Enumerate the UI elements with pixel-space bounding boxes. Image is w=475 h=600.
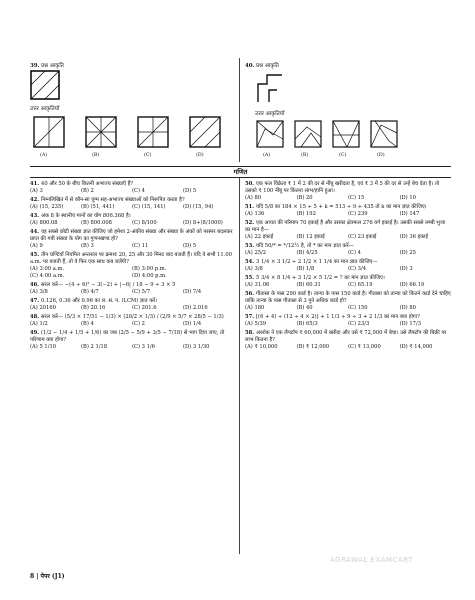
- q40-header: [245, 61, 279, 69]
- option-d[interactable]: (D) 8+(8/1000): [183, 219, 223, 226]
- question-text: 5 3/4 × 8 1/4 + 3 1/2 × 5 1/2 = ? का मान ज्ञात कीजिए।: [256, 274, 385, 281]
- options: [245, 234, 451, 241]
- option-b[interactable]: (B) 60.31: [296, 281, 321, 288]
- options: [30, 220, 234, 227]
- option-c[interactable]: (C) 150: [348, 304, 368, 311]
- question-text: 40 और 50 के बीच कितनी अभाज्य संख्याएँ हैं?: [41, 181, 134, 187]
- q39-header: [30, 61, 64, 69]
- option-d[interactable]: (D) 5: [183, 242, 197, 249]
- option-b[interactable]: (B) 1/8: [296, 265, 315, 272]
- watermark: AGRAWAL EXAMCART: [330, 556, 413, 564]
- options: [245, 305, 451, 312]
- option-a[interactable]: (A) (15, 235): [30, 203, 64, 210]
- options: [245, 344, 451, 351]
- option-a[interactable]: (A) 3: [30, 187, 43, 194]
- question-text: एक आयत की परिमाप 70 इकाई है और उसका क्षेत्रफल 276 वर्ग इकाई है। उसकी सबसे लम्बी भुजा का मान है—: [245, 219, 446, 233]
- q39-label-b: (B): [92, 153, 100, 158]
- q40-label-a: (A): [263, 153, 271, 158]
- question-text: वह सबसे छोटी संख्या ज्ञात कीजिए जो हमेशा 2-अंकीय संख्या और संख्या के अंकों को परस्पर बदलकर प्राप्त की गयी संख्या के योग का गुणनखण्ड हो?: [30, 229, 233, 242]
- options: [245, 266, 451, 273]
- option-d[interactable]: (D) ₹ 14,000: [399, 343, 433, 350]
- option-b[interactable]: (B) 2: [81, 187, 94, 194]
- option-d[interactable]: (D) 1/4: [183, 320, 202, 327]
- q40-label-d: (D): [377, 153, 385, 158]
- option-b[interactable]: (B) 2 1/18: [81, 343, 108, 350]
- option-d[interactable]: (D) 7/4: [183, 288, 202, 295]
- option-a[interactable]: (A) 5 1/10: [30, 343, 57, 350]
- option-d[interactable]: (D) 4:00 p.m.: [132, 272, 167, 279]
- option-b[interactable]: (B) 20.16: [81, 304, 106, 311]
- question-number: 48.: [30, 313, 40, 320]
- option-a[interactable]: (A) 5/39: [245, 320, 267, 327]
- option-c[interactable]: (C) 4:00 a.m.: [30, 272, 65, 279]
- option-b[interactable]: (B) 3: [81, 242, 94, 249]
- question-number: 42.: [30, 197, 40, 203]
- options: [245, 211, 451, 218]
- option-d[interactable]: (D) 66.19: [399, 281, 425, 288]
- options: [30, 321, 234, 328]
- option-d[interactable]: (D) (15, 94): [183, 203, 214, 210]
- option-a[interactable]: (A) 20160: [30, 304, 56, 311]
- option-b[interactable]: (B) ₹ 12,000: [296, 343, 330, 350]
- option-c[interactable]: (C) 23 इकाई: [348, 233, 377, 240]
- question-number: 46.: [30, 281, 40, 288]
- question-44: [30, 229, 234, 250]
- section-title-maths: गणित: [30, 166, 451, 178]
- option-a[interactable]: (A) 3/8: [30, 288, 48, 295]
- question-text: अरशेक ने एक लैपटॉप ₹ 60,000 में खरीदा और उसे ₹ 72,000 में बेचा। उसे लैपटॉप की बिक्री पर लाभ कितना है?: [245, 329, 447, 343]
- option-d[interactable]: (D) 3 1/30: [183, 343, 210, 350]
- question-text: 0.126, 0.36 और 0.96 का ल. स. प. (LCM) ज्ञात करें।: [41, 297, 158, 304]
- question-52: [245, 220, 451, 241]
- option-a[interactable]: (A) 136: [245, 210, 265, 217]
- question-number: 51.: [245, 203, 255, 210]
- question-number: 41.: [30, 181, 40, 187]
- options: [30, 305, 234, 312]
- question-text: गीतासा के पास 290 कार्ड है। तान्या के पास 150 कार्ड है। गीतासा को तान्या को कितने कार्ड देने चाहिए ताकि तान्या के पास गीतासा से 3 गुने अधिक कार्ड हो?: [245, 290, 451, 304]
- option-b[interactable]: (B) 65/3: [296, 320, 318, 327]
- question-number: 45.: [30, 251, 40, 258]
- option-a[interactable]: (A) 800.08: [30, 219, 58, 226]
- options: [245, 321, 451, 328]
- q40-question-figure: [255, 72, 285, 106]
- option-d[interactable]: (D) 80: [399, 304, 416, 311]
- question-48: [30, 314, 234, 328]
- q39-number: 39.: [30, 63, 40, 69]
- option-c[interactable]: (C) 8/100: [132, 219, 157, 226]
- option-c[interactable]: (C) 3 1/6: [132, 343, 155, 350]
- question-text: [(6 + 4) ÷ (12 ÷ 4 × 2)] + 1 1/3 ÷ 9 ÷ 3 + 2 1/3 का मान क्या होगा?: [256, 313, 420, 320]
- option-a[interactable]: (A) ₹ 10,000: [245, 343, 278, 350]
- q40-number: 40.: [245, 63, 255, 69]
- options: [245, 195, 451, 202]
- question-number: 43.: [30, 213, 40, 219]
- q39-label-a: (A): [40, 153, 48, 158]
- option-a[interactable]: (A) 80: [245, 194, 262, 201]
- question-49: [30, 330, 234, 351]
- question-text: (1/2 − 1/4 + 1/5 + 1/6) का जब (2/5 − 5/9 + 3/5 − 7/18) से भाग दिया जाए, तो परिणाम क्या होगा?: [30, 329, 225, 343]
- option-c[interactable]: (C) (15, 141): [132, 203, 166, 210]
- question-text: एक फल विक्रेता ₹ 1 में 2 की दर से नींबू खरीदता है, एवं ₹ 3 में 5 की दर से उन्हें बेच देता है। तो उसको ₹ 100 नींबू पर कितना लाभ/हानि हुआ।: [245, 181, 440, 194]
- option-d[interactable]: (D) 17/3: [399, 320, 422, 327]
- options: [30, 243, 234, 250]
- option-b[interactable]: (B) 192: [296, 210, 316, 217]
- option-c[interactable]: (C) 5/7: [132, 288, 151, 295]
- option-d[interactable]: (D) 2.016: [183, 304, 208, 311]
- question-41: [30, 181, 234, 195]
- question-number: 58.: [245, 329, 255, 336]
- options: [30, 344, 234, 351]
- question-55: [245, 275, 451, 289]
- question-text: यदि 50/* = */12½ है, तो * का मान ज्ञात करें—: [256, 242, 354, 249]
- option-b[interactable]: (B) 12 इकाई: [296, 233, 325, 240]
- question-text: निम्नलिखित में से कौन-सा युग्म सह-अभाज्य संख्याओं को निरूपित करता है?: [41, 197, 185, 203]
- question-53: [245, 243, 451, 257]
- question-45: [30, 252, 234, 280]
- question-number: 50.: [245, 181, 255, 187]
- q40-title: प्रश्न आकृति: [256, 63, 279, 69]
- option-a[interactable]: (A) 1/2: [30, 320, 48, 327]
- q40-label-b: (B): [301, 153, 309, 158]
- option-c[interactable]: (C) 15: [348, 194, 365, 201]
- question-42: [30, 197, 234, 211]
- option-b[interactable]: (B) (51, 441): [81, 203, 115, 210]
- option-c[interactable]: (C) 239: [348, 210, 368, 217]
- q40-label-c: (C): [339, 153, 347, 158]
- question-text: अंक 8 के स्थानीय मानों का योग 806.368 है।: [41, 213, 131, 219]
- option-d[interactable]: (D) 10: [399, 194, 416, 201]
- option-c[interactable]: (C) 3/4: [348, 265, 367, 272]
- column-divider: [239, 178, 240, 554]
- question-46: [30, 282, 234, 296]
- option-b[interactable]: (B) 4: [81, 320, 94, 327]
- option-b[interactable]: (B) 20: [296, 194, 313, 201]
- options: [245, 282, 451, 289]
- option-b[interactable]: (B) 3:00 p.m.: [132, 265, 167, 272]
- question-number: 49.: [30, 329, 40, 336]
- options: [30, 204, 234, 211]
- option-b[interactable]: (B) 40: [296, 304, 313, 311]
- left-question-column: [30, 181, 234, 353]
- q39-answer-figures: [30, 115, 230, 151]
- option-c[interactable]: (C) 4: [132, 187, 145, 194]
- question-50: [245, 181, 451, 202]
- option-c[interactable]: (C) 4: [348, 249, 361, 256]
- question-number: 44.: [30, 229, 40, 235]
- right-question-column: [245, 181, 451, 353]
- q39-title: प्रश्न आकृति: [41, 63, 64, 69]
- question-47: [30, 298, 234, 312]
- option-d[interactable]: (D) 3: [399, 265, 413, 272]
- option-b[interactable]: (B) 4/7: [81, 288, 99, 295]
- option-a[interactable]: (A) 31.06: [245, 281, 270, 288]
- question-58: [245, 330, 451, 351]
- option-a[interactable]: (A) 180: [245, 304, 265, 311]
- q39-answer-title: उत्तर आकृतियाँ: [30, 106, 60, 112]
- column-divider-top: [239, 58, 240, 162]
- q39-label-c: (C): [144, 153, 152, 158]
- question-text: तीन घण्टियाँ नियमित अन्तराल पर क्रमशः 20, 25 और 30 मिनट बाद बजती हैं। यदि वे सभी 11.00 a.m. पर बजती हैं, तो वे फिर एक साथ कब बजेंगी?: [30, 251, 232, 265]
- question-number: 47.: [30, 297, 40, 304]
- options: [30, 289, 234, 296]
- option-b[interactable]: (B) 4/25: [296, 249, 318, 256]
- question-43: [30, 213, 234, 227]
- q39-label-d: (D): [196, 153, 204, 158]
- question-56: [245, 291, 451, 312]
- option-d[interactable]: (D) 147: [399, 210, 420, 217]
- q40-answer-figures: [255, 119, 405, 151]
- option-a[interactable]: (A) 22 इकाई: [245, 233, 274, 240]
- option-a[interactable]: (A) 3/8: [245, 265, 263, 272]
- question-57: [245, 314, 451, 328]
- option-d[interactable]: (D) 36 इकाई: [399, 233, 429, 240]
- option-a[interactable]: (A) 9: [30, 242, 43, 249]
- option-c[interactable]: (C) 201.6: [132, 304, 157, 311]
- options: [30, 188, 234, 195]
- option-c[interactable]: (C) 65.19: [348, 281, 373, 288]
- option-b[interactable]: (B) 800.008: [81, 219, 112, 226]
- page-footer: 8 | पेपर (J1): [30, 573, 65, 580]
- option-c[interactable]: (C) 23/3: [348, 320, 370, 327]
- options: [30, 266, 234, 280]
- question-number: 57.: [245, 313, 255, 320]
- option-d[interactable]: (D) 25: [399, 249, 416, 256]
- question-number: 52.: [245, 219, 255, 226]
- question-54: [245, 259, 451, 273]
- option-d[interactable]: (D) 5: [183, 187, 197, 194]
- question-number: 55.: [245, 274, 255, 281]
- option-a[interactable]: (A) 3:00 a.m.: [30, 265, 65, 272]
- option-c[interactable]: (C) 2: [132, 320, 145, 327]
- question-number: 54.: [245, 258, 255, 265]
- option-c[interactable]: (C) 11: [132, 242, 149, 249]
- option-a[interactable]: (A) 25/2: [245, 249, 267, 256]
- question-text: यदि 5/8 का 184 × 15 ÷ 5 + k = 513 ÷ 9 + 435 तो k का मान ज्ञात कीजिए।: [256, 203, 427, 210]
- question-text: सरल करें— −(4 ÷ 6)² − 3(−2) + |−6| / 18 − 9 ÷ 3 × 5: [41, 281, 176, 288]
- question-text: सरल करें— (5/3 × 17/51 − 1/3) × (28/2 × 1/3) / (2/9 × 5/7 × 28/5 − 1/3): [41, 313, 224, 320]
- question-text: 3 1/4 × 3 1/2 ÷ 2 1/2 × 1 1/4 का मान ज्ञात कीजिए—: [256, 258, 378, 265]
- question-number: 53.: [245, 242, 255, 249]
- question-51: [245, 204, 451, 218]
- option-c[interactable]: (C) ₹ 13,000: [348, 343, 381, 350]
- question-number: 56.: [245, 290, 255, 297]
- options: [245, 250, 451, 257]
- q40-answer-title: उत्तर आकृतियाँ: [255, 111, 285, 117]
- q39-question-figure: [30, 70, 60, 100]
